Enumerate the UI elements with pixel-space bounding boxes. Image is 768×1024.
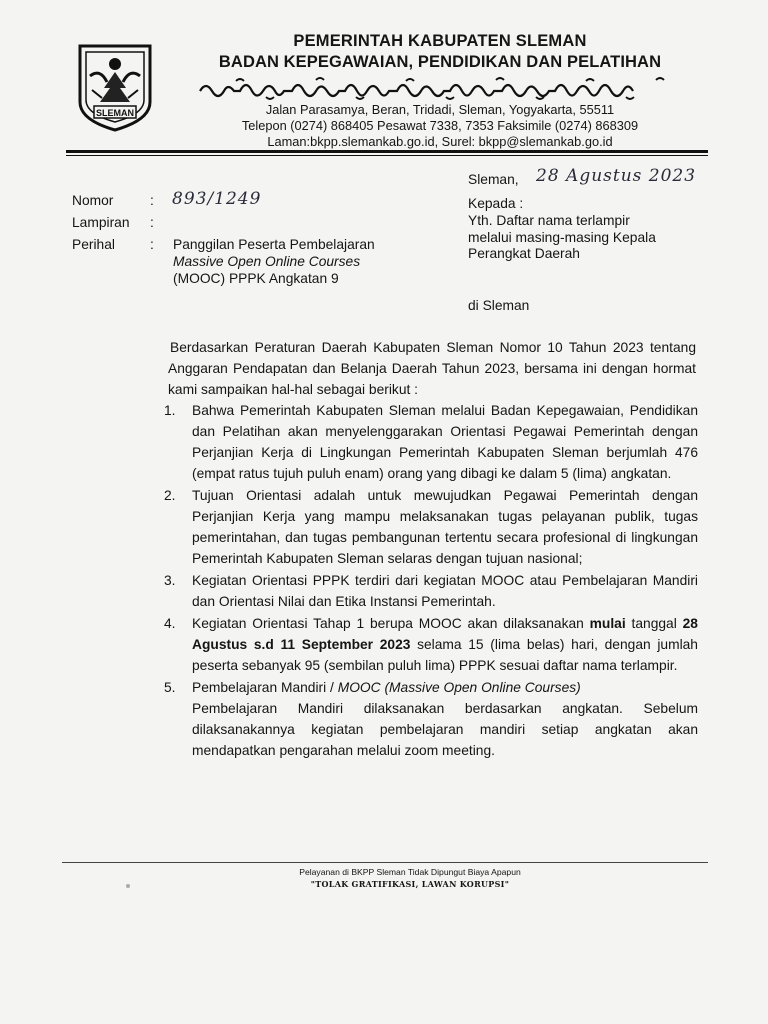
recipient-line1: Yth. Daftar nama terlampir — [468, 213, 630, 228]
item5-heading-b: MOOC (Massive Open Online Courses) — [337, 680, 581, 695]
intro-paragraph: Berdasarkan Peraturan Daerah Kabupaten Sleman Nomor 10 Tahun 2023 tentang Anggaran Pendapatan dan Belanja Daerah Tahun 2023, bersama ini dengan hormat kami sampaikan hal-hal sebagai berikut : — [168, 340, 696, 397]
list-item — [164, 485, 698, 569]
list-item — [164, 613, 698, 676]
kepada-label: Kepada : — [468, 196, 524, 211]
logo-caption: SLEMAN — [96, 108, 134, 118]
scan-speck — [126, 884, 130, 888]
place-label: Sleman, — [468, 172, 519, 187]
footer-line2: "TOLAK GRATIFIKASI, LAWAN KORUPSI" — [310, 879, 510, 889]
list-number: 1. — [164, 403, 176, 418]
item4-text-a: Kegiatan Orientasi Tahap 1 berupa MOOC akan dilaksanakan — [192, 616, 590, 631]
list-item — [164, 400, 698, 484]
numbered-list — [164, 400, 698, 762]
item4-text-c: tanggal — [625, 616, 683, 631]
item5-heading-a: Pembelajaran Mandiri / — [192, 680, 338, 695]
list-item-text: Tujuan Orientasi adalah untuk mewujudkan Pegawai Pemerintah dengan Perjanjian Kerja yang mampu melaksanakan tugas pelayanan publik, tugas pemerintahan, dan tugas pembangunan tertentu secara profesional di lingkungan Pemerintah Kabupaten Sleman selaras dengan tujuan nasional; — [192, 488, 698, 566]
sleman-regency-emblem — [74, 42, 156, 134]
list-number: 4. — [164, 616, 176, 631]
letterhead-web: Laman:bkpp.slemankab.go.id, Surel: bkpp@slemankab.go.id — [267, 134, 613, 149]
item4-text-e: selama 15 (lima belas) hari, dengan jumlah peserta sebanyak 95 (sembilan puluh lima) PPPK sesuai daftar nama terlampir. — [192, 637, 698, 673]
javanese-script-line — [196, 75, 686, 101]
lampiran-label: Lampiran — [72, 215, 130, 230]
letterhead-rule-thin — [66, 155, 708, 156]
list-number: 3. — [164, 573, 176, 588]
list-number: 2. — [164, 488, 176, 503]
list-item — [164, 677, 698, 761]
lampiran-colon: : — [150, 215, 154, 230]
perihal-label: Perihal — [72, 237, 115, 252]
letterhead-address: Jalan Parasamya, Beran, Tridadi, Sleman, Yogyakarta, 55511 — [265, 102, 615, 117]
perihal-line1: Panggilan Peserta Pembelajaran — [173, 237, 375, 252]
recipient-line2: melalui masing-masing Kepala — [468, 230, 656, 245]
letterhead-line1: PEMERINTAH KABUPATEN SLEMAN — [293, 32, 587, 50]
date-handwritten: 28 Agustus 2023 — [536, 166, 697, 186]
item4-date-range: 28 Agustus s.d 11 September 2023 — [192, 616, 698, 652]
perihal-line3: (MOOC) PPPK Angkatan 9 — [173, 271, 339, 286]
letterhead-rule-thick — [66, 150, 708, 153]
list-number: 5. — [164, 680, 176, 695]
footer-rule — [62, 862, 708, 863]
perihal-line2: Massive Open Online Courses — [173, 254, 361, 269]
perihal-colon: : — [150, 237, 154, 252]
recipient-line3: Perangkat Daerah — [468, 246, 580, 261]
nomor-label: Nomor — [72, 193, 114, 208]
list-item — [164, 570, 698, 612]
letterhead-phone: Telepon (0274) 868405 Pesawat 7338, 7353 Faksimile (0274) 868309 — [241, 118, 639, 133]
item4-mulai: mulai — [589, 616, 626, 631]
footer-line1: Pelayanan di BKPP Sleman Tidak Dipungut Biaya Apapun — [299, 867, 521, 877]
item5-paragraph: Pembelajaran Mandiri dilaksanakan berdasarkan angkatan. Sebelum dilaksanakannya kegiatan pembelajaran mandiri setiap angkatan akan mendapatkan pengarahan melalui zoom meeting. — [192, 701, 698, 758]
list-item-text — [192, 677, 698, 698]
list-item-text — [192, 613, 698, 676]
letterhead-line2: BADAN KEPEGAWAIAN, PENDIDIKAN DAN PELATIHAN — [218, 53, 662, 71]
nomor-value-handwritten: 893/1249 — [172, 189, 262, 209]
list-item-text: Bahwa Pemerintah Kabupaten Sleman melalui Badan Kepegawaian, Pendidikan dan Pelatihan akan menyelenggarakan Orientasi Pegawai Pemerintah dengan Perjanjian Kerja di Lingkungan Pemerintah Kabupaten Sleman berjumlah 476 (empat ratus tujuh puluh enam) orang yang dibagi ke dalam 5 (lima) angkatan. — [192, 403, 698, 481]
recipient-location: di Sleman — [468, 298, 530, 313]
nomor-colon: : — [150, 193, 154, 208]
list-item-text: Kegiatan Orientasi PPPK terdiri dari kegiatan MOOC atau Pembelajaran Mandiri dan Orientasi Nilai dan Etika Instansi Pemerintah. — [192, 573, 698, 609]
